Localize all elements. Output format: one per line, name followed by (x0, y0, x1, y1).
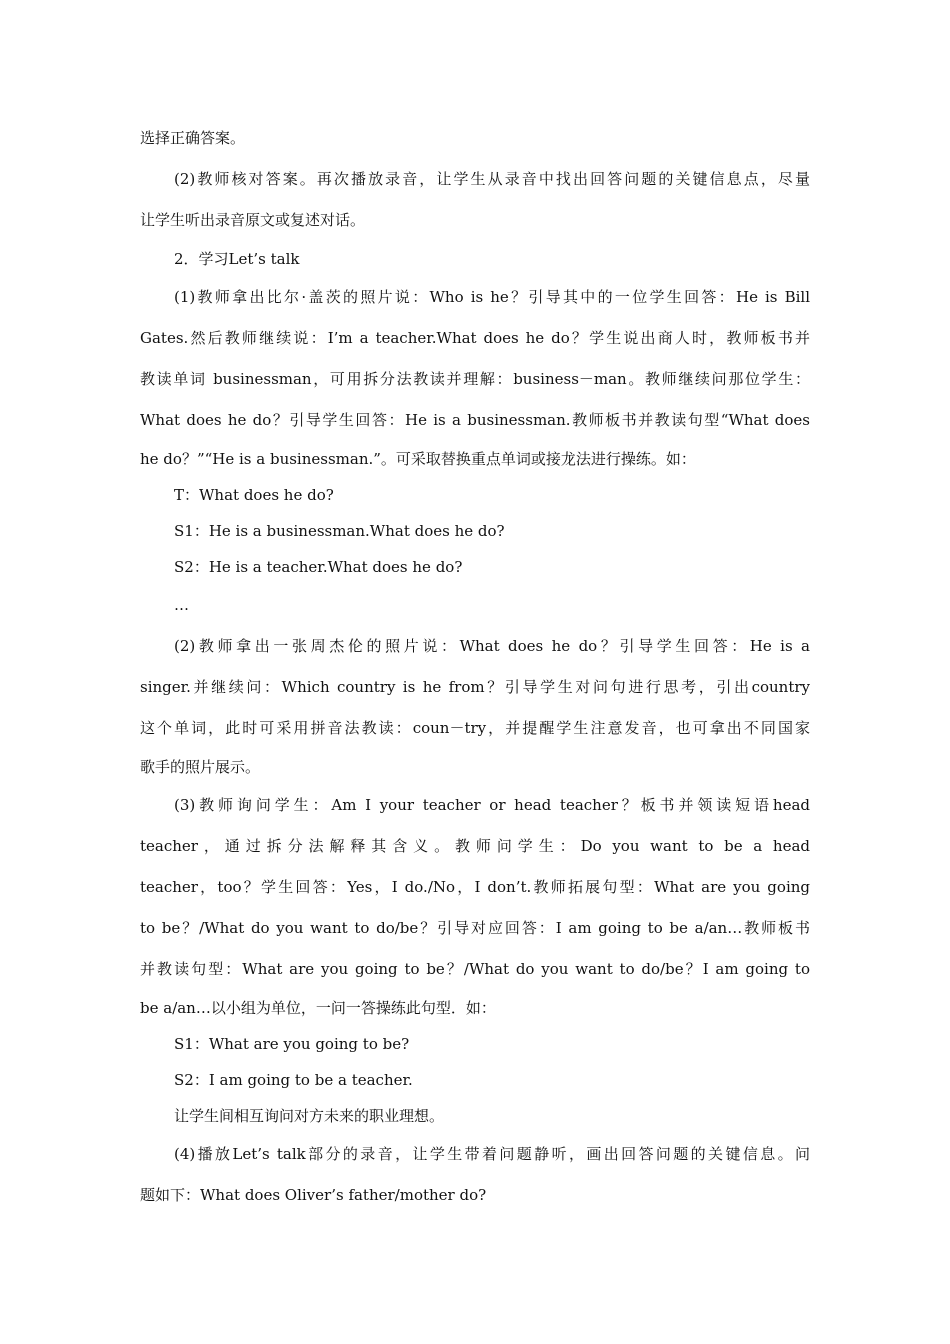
text-line: to be？/What do you want to do/be？引导对应回答：I am going to be a/an…教师板书 (140, 919, 810, 937)
text-line: Gates.然后教师继续说：I’m a teacher.What does he do？学生说出商人时，教师板书并 (140, 329, 810, 347)
text-line: 让学生听出录音原文或复述对话。 (140, 211, 366, 229)
text-line: 并教读句型：What are you going to be？/What do you want to do/be？I am going to (140, 960, 810, 978)
document-page (140, 118, 810, 1216)
text-line: he do？”“He is a businessman.”。可采取替换重点单词或接龙法进行操练。如： (140, 450, 696, 468)
text-line: be a/an…以小组为单位，一问一答操练此句型．如： (140, 999, 496, 1017)
text-line: What does he do？引导学生回答：He is a businessman.教师板书并教读句型“What does (140, 411, 810, 429)
text-line: S1：What are you going to be? (174, 1035, 410, 1053)
text-line: 这个单词，此时可采用拼音法教读：coun－try，并提醒学生注意发音，也可拿出不同国家 (140, 719, 810, 737)
text-line: (4)播放Let’s talk部分的录音，让学生带着问题静听，画出回答问题的关键信息。问 (174, 1145, 810, 1163)
text-line: (2)教师核对答案。再次播放录音，让学生从录音中找出回答问题的关键信息点，尽量 (174, 170, 810, 188)
text-line: S1：He is a businessman.What does he do? (174, 522, 505, 540)
text-line: (2)教师拿出一张周杰伦的照片说：What does he do？引导学生回答：He is a (174, 637, 810, 655)
text-line: teacher，通过拆分法解释其含义。教师问学生：Do you want to be a head (140, 837, 810, 855)
text-line: 教读单词 businessman，可用拆分法教读并理解：business－man。教师继续问那位学生： (140, 370, 810, 388)
text-line: singer.并继续问：Which country is he from？引导学生对问句进行思考，引出country (140, 678, 810, 696)
text-line: 2．学习Let’s talk (174, 250, 300, 268)
text-line: … (174, 596, 189, 614)
text-line: 选择正确答案。 (140, 129, 246, 147)
text-line: (1)教师拿出比尔·盖茨的照片说：Who is he？引导其中的一位学生回答：He is Bill (174, 288, 810, 306)
text-line: teacher，too？学生回答：Yes，I do./No，I don’t.教师拓展句型：What are you going (140, 878, 810, 896)
text-line: 让学生间相互询问对方未来的职业理想。 (174, 1107, 445, 1125)
text-line: (3)教师询问学生：Am I your teacher or head teacher？板书并领读短语head (174, 796, 810, 814)
text-line: 题如下：What does Oliver’s father/mother do? (140, 1186, 487, 1204)
text-line: 歌手的照片展示。 (140, 758, 261, 776)
text-line: S2：I am going to be a teacher. (174, 1071, 413, 1089)
text-line: T：What does he do? (174, 486, 334, 504)
text-line: S2：He is a teacher.What does he do? (174, 558, 463, 576)
